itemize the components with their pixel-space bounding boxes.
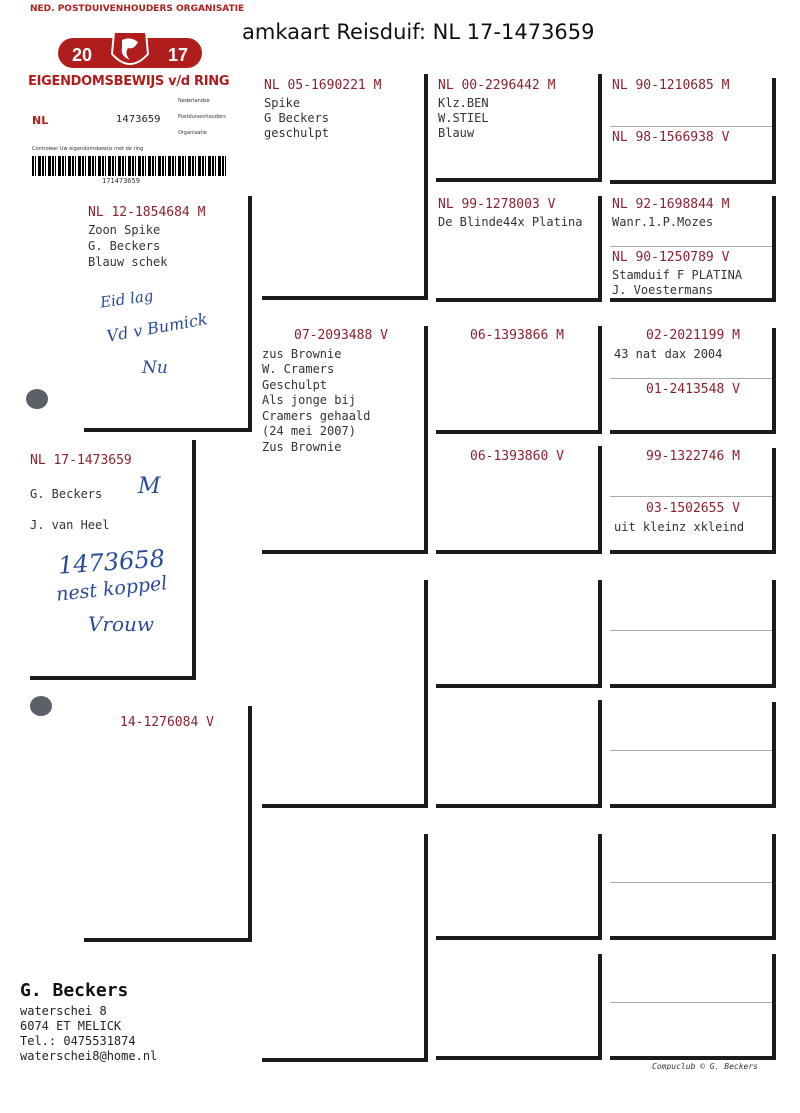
divider [610, 378, 772, 379]
punch-hole [30, 696, 52, 716]
divider [610, 630, 772, 631]
fm-ring: 07-2093488 V [294, 328, 388, 343]
sticker-side-2: Postduivenhouders [178, 114, 226, 120]
father-ring: NL 12-1854684 M [88, 205, 206, 220]
barcode [32, 156, 228, 176]
fmff-box [610, 328, 776, 434]
fmfm-ring: 01-2413548 V [646, 382, 740, 397]
mother-box [84, 706, 252, 942]
mfmf-box [610, 702, 776, 808]
ffff-ring: NL 90-1210685 M [612, 78, 730, 93]
divider [610, 246, 772, 247]
hand-note-2: nest koppel [55, 572, 169, 606]
fm-line-5: Cramers gehaald [262, 409, 371, 423]
sticker-org: NED. POSTDUIVENHOUDERS ORGANISATIE [30, 4, 245, 14]
sticker-side-1: Nederlandse [178, 98, 210, 104]
mmm-box [436, 954, 602, 1060]
mfff-box [610, 580, 776, 688]
footer-city: 6074 ET MELICK [20, 1019, 122, 1033]
father-hand-1: Eid lag [99, 286, 155, 312]
ownership-sticker [28, 4, 245, 188]
mf-box [262, 580, 428, 808]
sticker-country: NL [32, 114, 49, 127]
mmmf-box [610, 954, 776, 1060]
sticker-number: 1473659 [116, 114, 161, 125]
ffmf-line-1: Wanr.1.P.Mozes [612, 215, 714, 229]
fmmf-ring: 99-1322746 M [646, 449, 740, 464]
divider [610, 750, 772, 751]
fff-line-3: Blauw [438, 126, 475, 140]
mother-ring: 14-1276084 V [120, 715, 214, 730]
hand-sex: M [138, 474, 161, 499]
fm-line-6: (24 mei 2007) [262, 424, 356, 438]
sticker-side-3: Organisatie [178, 130, 207, 136]
ff-ring: NL 05-1690221 M [264, 78, 382, 93]
fmff-line-1: 43 nat dax 2004 [614, 347, 723, 361]
footer-tel: Tel.: 0475531874 [20, 1034, 136, 1048]
fmf-ring: 06-1393866 M [470, 328, 564, 343]
divider [610, 1002, 772, 1003]
fff-line-1: Klz.BEN [438, 96, 489, 110]
mff-box [436, 580, 602, 688]
father-line-3: Blauw schek [88, 255, 168, 269]
father-line-1: Zoon Spike [88, 223, 161, 237]
punch-hole [26, 389, 48, 409]
ffmf-ring: NL 92-1698844 M [612, 197, 730, 212]
father-line-2: G. Beckers [88, 239, 161, 253]
ff-line-3: geschulpt [264, 126, 330, 140]
sticker-year-left: 20 [72, 45, 93, 65]
fm-line-1: zus Brownie [262, 347, 342, 361]
fmmm-ring: 03-1502655 V [646, 501, 740, 516]
credit: Compuclub © G. Beckers [652, 1062, 758, 1071]
fffm-ring: NL 98-1566938 V [612, 130, 730, 145]
bird-ring: NL 17-1473659 [30, 453, 132, 468]
fff-ring: NL 00-2296442 M [438, 78, 556, 93]
mmff-box [610, 834, 776, 940]
footer-name: G. Beckers [20, 980, 129, 1001]
divider [610, 126, 772, 127]
page-title: amkaart Reisduif: NL 17-1473659 [242, 20, 595, 44]
ffm-ring: NL 99-1278003 V [438, 197, 556, 212]
fm-line-7: Zus Brownie [262, 440, 342, 454]
fm-line-4: Als jonge bij [262, 393, 356, 407]
bird-breeder: G. Beckers [30, 487, 103, 501]
fmm-ring: 06-1393860 V [470, 449, 564, 464]
father-hand-2: Vd v Bumick [105, 309, 209, 346]
fm-line-2: W. Cramers [262, 362, 335, 376]
hand-note-3: Vrouw [88, 612, 155, 636]
footer-street: waterschei 8 [20, 1004, 107, 1018]
sticker-year-right: 17 [168, 45, 189, 65]
ff-line-2: G Beckers [264, 111, 330, 125]
ff-line-1: Spike [264, 96, 301, 110]
mfm-box [436, 700, 602, 808]
ffmm-line-1: Stamduif F PLATINA [612, 268, 743, 282]
ffmm-ring: NL 90-1250789 V [612, 250, 730, 265]
bird-owner: J. van Heel [30, 518, 110, 532]
fm-line-3: Geschulpt [262, 378, 328, 392]
sticker-controle: Controleer Uw eigendomsbewijs met de ring [32, 146, 144, 152]
fmff-ring: 02-2021199 M [646, 328, 740, 343]
father-hand-3: Nu [142, 358, 168, 378]
barcode-number: 171473659 [102, 177, 140, 185]
divider [610, 496, 772, 497]
mmf-box [436, 834, 602, 940]
lion-logo-icon [58, 28, 202, 74]
hand-note-1: 1473658 [57, 544, 166, 580]
ffm-line-1: De Blinde44x Platina [438, 215, 583, 229]
footer-email: waterschei8@home.nl [20, 1049, 158, 1063]
sticker-heading: EIGENDOMSBEWIJS v/d RING [28, 74, 230, 89]
ffmm-line-2: J. Voestermans [612, 283, 714, 297]
fmmm-line-1: uit kleinz xkleind [614, 520, 745, 534]
mm-box [262, 834, 428, 1062]
fff-line-2: W.STIEL [438, 111, 489, 125]
divider [610, 882, 772, 883]
